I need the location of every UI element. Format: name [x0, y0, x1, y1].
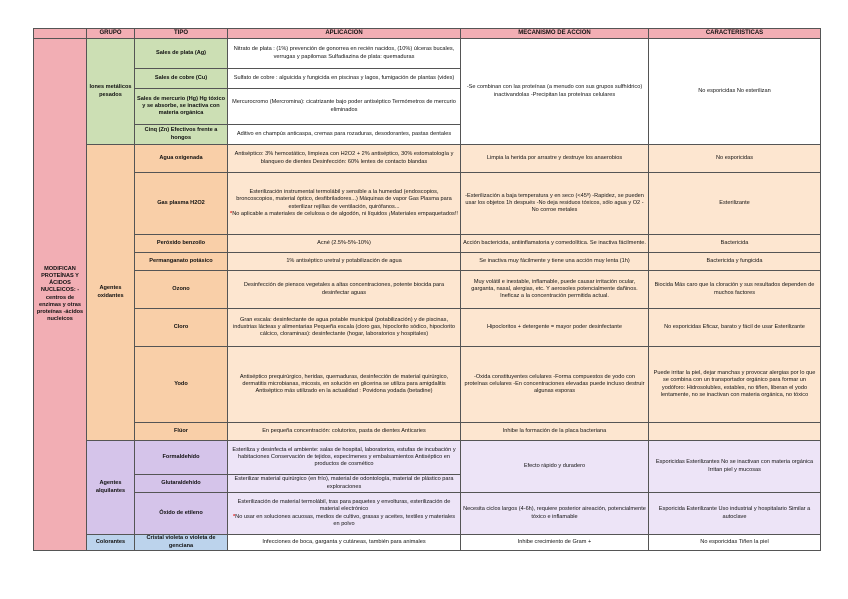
aplicacion-note: [230, 211, 458, 218]
caracteristicas-cell: No esporicidas Tiñen la piel: [649, 535, 821, 551]
caracteristicas-cell: [649, 423, 821, 441]
header-tipo: TIPO: [135, 29, 228, 39]
aplicacion-cell: Antiséptico prequirúrgico, heridas, quemaduras, desinfección de material quirúrgico, dermatitis microbianas, micosis, en solución en glicerina se utiliza para amigdalitis Antiséptico más utilizado en la actualidad : Povidona yodada (betadine): [228, 347, 461, 423]
aplicacion-text: Esterilización instrumental termolábil y sensible a la humedad (endoscopios, broncoscopios, material óptico, desfibriladores...) Máquinas de vapor Gas Plasma para esterilizar rejillas de ventilación, quirófanos...: [236, 189, 452, 210]
aplicacion-cell: Nitrato de plata : (1%) prevención de gonorrea en recién nacidos, (10%) úlceras bucales, verrugas y papilomas Sulfadiazina de plata: quemaduras: [228, 39, 461, 69]
table-row: [34, 271, 821, 309]
tipo-cell: Sales de cobre (Cu): [135, 69, 228, 89]
mecanismo-cell: -Oxida constituyentes celulares -Forma compuestos de yodo con proteínas celulares -En concentraciones elevadas puede incluso destruir algunas esporas: [461, 347, 649, 423]
group-oxidants: Agentes oxidantes: [87, 145, 135, 441]
tipo-cell: Formaldehído: [135, 441, 228, 475]
aplicacion-note: [230, 514, 458, 528]
aplicacion-cell: Desinfección de piensos vegetales a altas concentraciones, potente biocida para desinfectar aguas: [228, 271, 461, 309]
header-grupo: GRUPO: [87, 29, 135, 39]
table-row: [34, 535, 821, 551]
table-row: [34, 145, 821, 173]
tipo-cell: Cinq (Zn) Efectivos frente a hongos: [135, 125, 228, 145]
aplicacion-cell: En pequeña concentración: colutorios, pasta de dientes Anticaries: [228, 423, 461, 441]
header-blank: [34, 29, 87, 39]
disinfectants-table: [33, 28, 821, 551]
mecanismo-cell: Muy volátil e inestable, inflamable, puede causar irritación ocular, garganta, nasal, alergias, etc. Y aerosoles potencialmente dañinos. Ineficaz a la concentración permitida actual.: [461, 271, 649, 309]
tipo-cell: Cristal violeta o violeta de genciana: [135, 535, 228, 551]
table-row: [34, 347, 821, 423]
caracteristicas-cell: Esterilizante: [649, 173, 821, 235]
mecanismo-cell: Inhibe crecimiento de Gram +: [461, 535, 649, 551]
caracteristicas-cell: No esporicidas Eficaz, barato y fácil de usar Esterilizante: [649, 309, 821, 347]
table-row: [34, 493, 821, 535]
red-star-icon: *: [232, 513, 236, 520]
table-row: [34, 39, 821, 69]
tipo-cell: Glutaraldehído: [135, 475, 228, 493]
tipo-cell: Gas plasma H2O2: [135, 173, 228, 235]
tipo-cell: Peróxido benzoilo: [135, 235, 228, 253]
mecanismo-cell: Necesita ciclos largos (4-6h), requiere posterior aireación, potencialmente tóxico e inflamable: [461, 493, 649, 535]
mecanismo-cell: -Se combinan con las proteínas (a menudo con sus grupos sulfhídrico) inactivandolas -Precipitan las proteínas celulares: [461, 39, 649, 145]
mecanismo-cell: Efecto rápido y duradero: [461, 441, 649, 493]
aplicacion-cell: Aditivo en champús anticaspa, cremas para rozaduras, desodorantes, pastas dentales: [228, 125, 461, 145]
caracteristicas-cell: No esporicidas No esterilizan: [649, 39, 821, 145]
tipo-cell: Ozono: [135, 271, 228, 309]
table-row: [34, 173, 821, 235]
aplicacion-cell: Infecciones de boca, garganta y cutáneas, también para animales: [228, 535, 461, 551]
table-row: [34, 423, 821, 441]
tipo-cell: Cloro: [135, 309, 228, 347]
aplicacion-cell: Mercurocromo (Mercromina): cicatrizante bajo poder antiséptico Termómetros de mercurio eliminados: [228, 89, 461, 125]
tipo-cell: Permanganato potásico: [135, 253, 228, 271]
mecanismo-cell: Acción bactericida, antiinflamatoria y comedolítica. Se inactiva fácilmente.: [461, 235, 649, 253]
mecanismo-cell: Inhibe la formación de la placa bacteriana: [461, 423, 649, 441]
aplicacion-cell: Esteriliza y desinfecta el ambiente: salas de hospital, laboratorios, estufas de incubación y habitaciones Conservación de tejidos, especímenes y embalsamientos Antiséptico en productos de cosmético: [228, 441, 461, 475]
aplicacion-cell: Esterilizar material quirúrgico (en frío), material de odontología, material de plástico para exploraciones: [228, 475, 461, 493]
tipo-cell: Óxido de etileno: [135, 493, 228, 535]
mecanismo-cell: Se inactiva muy fácilmente y tiene una acción muy lenta (1h): [461, 253, 649, 271]
red-star-icon: *: [230, 210, 233, 217]
aplicacion-text: Esterilización de material termolábil, tras para paquetes y envolturas, esterilización de material electrónico: [237, 499, 451, 513]
main-group-cell: MODIFICAN PROTEÍNAS Y ÁCIDOS NUCLEICOS: -centros de enzimas y otras proteínas -ácidos nucleicos: [34, 39, 87, 551]
header-aplicacion: APLICACIÓN: [228, 29, 461, 39]
caracteristicas-cell: Biocida Más caro que la cloración y sus resultados dependen de muchos factores: [649, 271, 821, 309]
caracteristicas-cell: Bactericida: [649, 235, 821, 253]
caracteristicas-cell: No esporicidas: [649, 145, 821, 173]
header-mecanismo: MECANISMO DE ACCIÓN: [461, 29, 649, 39]
tipo-cell: Flúor: [135, 423, 228, 441]
mecanismo-cell: Limpia la herida por arrastre y destruye los anaerobios: [461, 145, 649, 173]
mecanismo-cell: Hipocloritos + detergente = mayor poder desinfectante: [461, 309, 649, 347]
note-text: No aplicable a materiales de celulosa o de algodón, ni líquidos ¡Materiales empaquetados!!: [232, 210, 458, 217]
tipo-cell: Yodo: [135, 347, 228, 423]
tipo-cell: Agua oxigenada: [135, 145, 228, 173]
aplicacion-cell: Sulfato de cobre : alguicida y fungicida en piscinas y lagos, fumigación de plantas (vides): [228, 69, 461, 89]
group-metals: Iones metálicos pesados: [87, 39, 135, 145]
aplicacion-cell: Gran escala: desinfectante de agua potable municipal (potabilización) y de piscinas, industrias lácteas y alimentarias Pequeña escala (cloro gas, hipoclorito sódico, hipoclorito cálcico, cloraminas): desinfectante (hogar, laboratorios y hospitales): [228, 309, 461, 347]
table-row: [34, 235, 821, 253]
table-row: [34, 441, 821, 475]
aplicacion-cell: Antiséptico: 3% hemostático, limpieza con H2O2 + 2% antiséptico, 30% estomatología y blanqueo de dientes Desinfección: 60% lentes de contacto blandas: [228, 145, 461, 173]
group-colorants: Colorantes: [87, 535, 135, 551]
caracteristicas-cell: Bactericida y fungicida: [649, 253, 821, 271]
table-row: [34, 309, 821, 347]
caracteristicas-cell: Esporicidas Esterilizantes No se inactivan con materia orgánica Irritan piel y mucosas: [649, 441, 821, 493]
note-text: No usar en soluciones acuosas, medios de cultivo, grasas y aceites, textiles y materiales en polvo: [235, 513, 455, 527]
aplicacion-cell: [228, 173, 461, 235]
caracteristicas-cell: Esporicida Esterilizante Uso industrial y hospitalario Similar a autoclave: [649, 493, 821, 535]
mecanismo-cell: -Esterilización a baja temperatura y en seco (<45º) -Rapidez, se pueden usar los objetos 1h después -No deja residuos tóxicos, sólo agua y O2 -No corroe metales: [461, 173, 649, 235]
tipo-cell: Sales de plata (Ag): [135, 39, 228, 69]
header-caracteristicas: CARACTERÍSTICAS: [649, 29, 821, 39]
group-alkylating: Agentes alquilantes: [87, 441, 135, 535]
aplicacion-cell: Acné (2.5%-5%-10%): [228, 235, 461, 253]
tipo-cell: Sales de mercurio (Hg) Hg tóxico y se absorbe, se inactiva con materia orgánica: [135, 89, 228, 125]
caracteristicas-cell: Puede irritar la piel, dejar manchas y provocar alergias por lo que se combina con un transportador orgánico para formar un yodóforo: Hidrosolubles, estables, no tiñen, liberan el yodo lentamente, no se inactivan con materia orgánica, no tóxico: [649, 347, 821, 423]
aplicacion-cell: 1% antiséptico uretral y potabilización de agua: [228, 253, 461, 271]
table-row: [34, 253, 821, 271]
header-row: [34, 29, 821, 39]
aplicacion-cell: [228, 493, 461, 535]
